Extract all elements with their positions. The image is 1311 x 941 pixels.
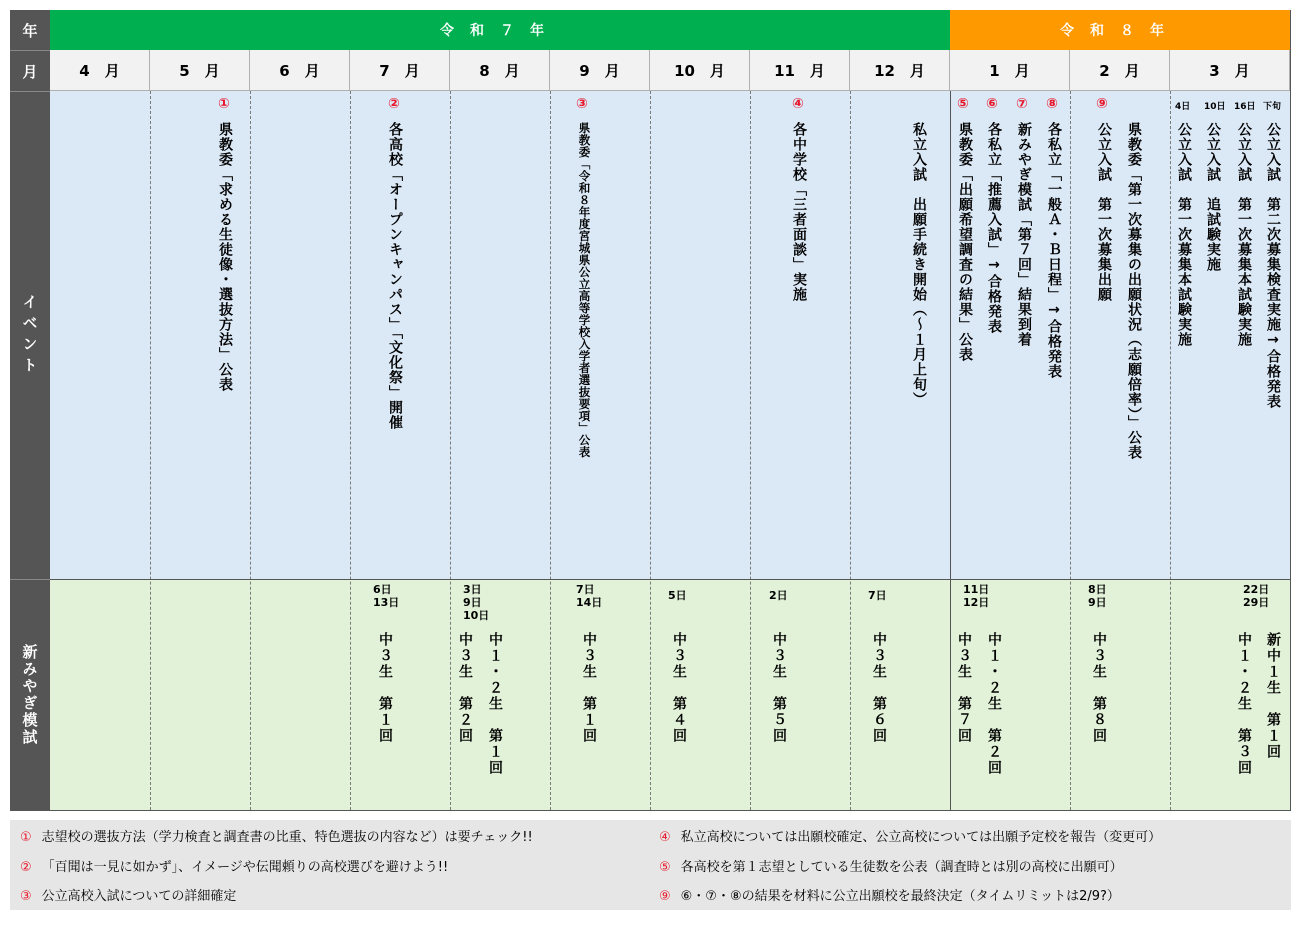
event-mar4-text: 公立入試 第二次募集検査実施→合格発表 <box>1265 122 1281 409</box>
note-text: 私立高校については出願校確定、公立高校については出願予定校を報告（変更可） <box>680 830 1162 845</box>
grid-line <box>1070 91 1071 810</box>
moshi-feb-text: 中３生 第８回 <box>1091 632 1107 744</box>
event-mar1-text: 公立入試 第一次募集本試験実施 <box>1176 122 1192 347</box>
event-sep-number: ③ <box>576 96 588 112</box>
grid-line <box>50 579 1290 580</box>
month-oct: 10 月 <box>650 50 750 91</box>
grid-line <box>650 91 651 810</box>
event-jan8-number: ⑧ <box>1046 96 1058 112</box>
month-may: 5 月 <box>150 50 250 91</box>
grid-line <box>1170 91 1171 810</box>
month-dec: 12 月 <box>850 50 950 91</box>
event-mar2-text: 公立入試 追試験実施 <box>1205 122 1221 272</box>
note-item <box>20 885 236 904</box>
grid-line <box>750 91 751 810</box>
event-mar3-text: 公立入試 第一次募集本試験実施 <box>1236 122 1252 347</box>
note-item <box>659 826 1161 845</box>
moshi-sep-text: 中３生 第１回 <box>581 632 597 744</box>
event-may-number: ① <box>218 96 230 112</box>
note-text: 公立高校入試についての詳細確定 <box>41 889 237 904</box>
note-number: ① <box>20 830 32 845</box>
note-item <box>20 856 448 875</box>
event-nov-number: ④ <box>792 96 804 112</box>
event-feb1-number: ⑨ <box>1096 96 1108 112</box>
moshi-jul-text: 中３生 第１回 <box>377 632 393 744</box>
event-mar2-date: 10日 <box>1204 102 1226 112</box>
moshi-dec-text: 中３生 第６回 <box>871 632 887 744</box>
note-number: ② <box>20 860 32 875</box>
event-label-text: イベント <box>20 293 39 378</box>
grid-line <box>10 810 1291 811</box>
event-jan6-text: 各私立「推薦入試」→合格発表 <box>986 122 1002 334</box>
grid-line <box>450 91 451 810</box>
event-jan7-number: ⑦ <box>1016 96 1028 112</box>
month-jun: 6 月 <box>250 50 350 91</box>
moshi-label-text: 新みやぎ模試 <box>20 644 39 746</box>
moshi-mar-text1: 中１・２生 第３回 <box>1236 632 1252 776</box>
event-jan5-number: ⑤ <box>957 96 969 112</box>
note-number: ③ <box>20 889 32 904</box>
grid-line <box>950 91 951 810</box>
event-jan6-number: ⑥ <box>986 96 998 112</box>
row-label-year: 年 <box>10 10 50 50</box>
moshi-feb-dates: 8日 9日 <box>1088 583 1107 609</box>
moshi-aug-dates: 3日 9日 10日 <box>463 583 490 622</box>
moshi-dec-dates: 7日 <box>868 589 887 602</box>
grid-line <box>550 91 551 810</box>
event-feb1-text: 公立入試 第一次募集出願 <box>1096 122 1112 302</box>
event-jul-text: 各高校「オープンキャンパス」「文化祭」開催 <box>387 122 403 430</box>
month-nov: 11 月 <box>750 50 850 91</box>
era-reiwa8: 令和８年 <box>950 10 1290 50</box>
moshi-jan-text1: 中３生 第７回 <box>956 632 972 744</box>
month-sep: 9 月 <box>550 50 650 91</box>
note-text: 各高校を第１志望としている生徒数を公表（調査時とは別の高校に出願可） <box>680 860 1123 875</box>
moshi-nov-dates: 2日 <box>769 589 788 602</box>
event-nov-text: 各中学校「三者面談」実施 <box>791 122 807 302</box>
moshi-aug-text1: 中３生 第２回 <box>457 632 473 744</box>
month-jul: 7 月 <box>350 50 450 91</box>
event-jan8-text: 各私立「一般Ａ・Ｂ日程」→合格発表 <box>1046 122 1062 379</box>
grid-line <box>850 91 851 810</box>
note-item <box>659 885 1120 904</box>
moshi-aug-text2: 中１・２生 第１回 <box>487 632 503 776</box>
moshi-mar-dates: 22日 29日 <box>1243 583 1270 609</box>
moshi-sep-dates: 7日 14日 <box>576 583 603 609</box>
note-number: ⑤ <box>659 860 671 875</box>
month-aug: 8 月 <box>450 50 550 91</box>
note-text: 「百聞は一見に如かず」、イメージや伝聞頼りの高校選びを避けよう!! <box>41 860 449 875</box>
month-feb: 2 月 <box>1070 50 1170 91</box>
moshi-jul-dates: 6日 13日 <box>373 583 400 609</box>
grid-line <box>150 91 151 810</box>
moshi-jan-dates: 11日 12日 <box>963 583 990 609</box>
event-mar4-date: 下旬 <box>1263 102 1282 112</box>
event-jan5-text: 県教委「出願希望調査の結果」公表 <box>957 122 973 362</box>
moshi-oct-text: 中３生 第４回 <box>671 632 687 744</box>
row-label-event <box>10 91 50 579</box>
note-text: 志望校の選抜方法（学力検査と調査書の比重、特色選抜の内容など）は要チェック!! <box>41 830 533 845</box>
note-number: ④ <box>659 830 671 845</box>
event-may-text: 県教委「求める生徒像・選抜方法」公表 <box>217 122 233 392</box>
note-number: ⑨ <box>659 889 671 904</box>
note-item <box>659 856 1123 875</box>
event-sep-text: 県教委「令和８年度宮城県公立高等学校入学者選抜要項」公表 <box>577 122 592 458</box>
grid-line <box>250 91 251 810</box>
month-jan: 1 月 <box>950 50 1070 91</box>
notes-box <box>10 820 1291 910</box>
row-label-moshi <box>10 579 50 810</box>
event-dec-text: 私立入試 出願手続き開始（～１月上旬） <box>911 122 927 407</box>
event-feb2-text: 県教委「第一次募集の出願状況（志願倍率）」公表 <box>1126 122 1142 460</box>
note-text: ⑥・⑦・⑧の結果を材料に公立出願校を最終決定（タイムリミットは2/9?） <box>680 889 1120 904</box>
event-jul-number: ② <box>388 96 400 112</box>
event-mar3-date: 16日 <box>1234 102 1256 112</box>
moshi-jan-text2: 中１・２生 第２回 <box>986 632 1002 776</box>
event-jan7-text: 新みやぎ模試「第７回」結果到着 <box>1016 122 1032 347</box>
month-mar: 3 月 <box>1170 50 1290 91</box>
era-reiwa7: 令和７年 <box>50 10 950 50</box>
row-label-month: 月 <box>10 50 50 91</box>
note-item <box>20 826 533 845</box>
month-apr: 4 月 <box>50 50 150 91</box>
grid-line <box>1290 10 1291 810</box>
moshi-mar-text2: 新中１生 第１回 <box>1265 632 1281 760</box>
moshi-nov-text: 中３生 第５回 <box>771 632 787 744</box>
grid-line <box>350 91 351 810</box>
event-mar1-date: 4日 <box>1175 102 1191 112</box>
moshi-oct-dates: 5日 <box>668 589 687 602</box>
